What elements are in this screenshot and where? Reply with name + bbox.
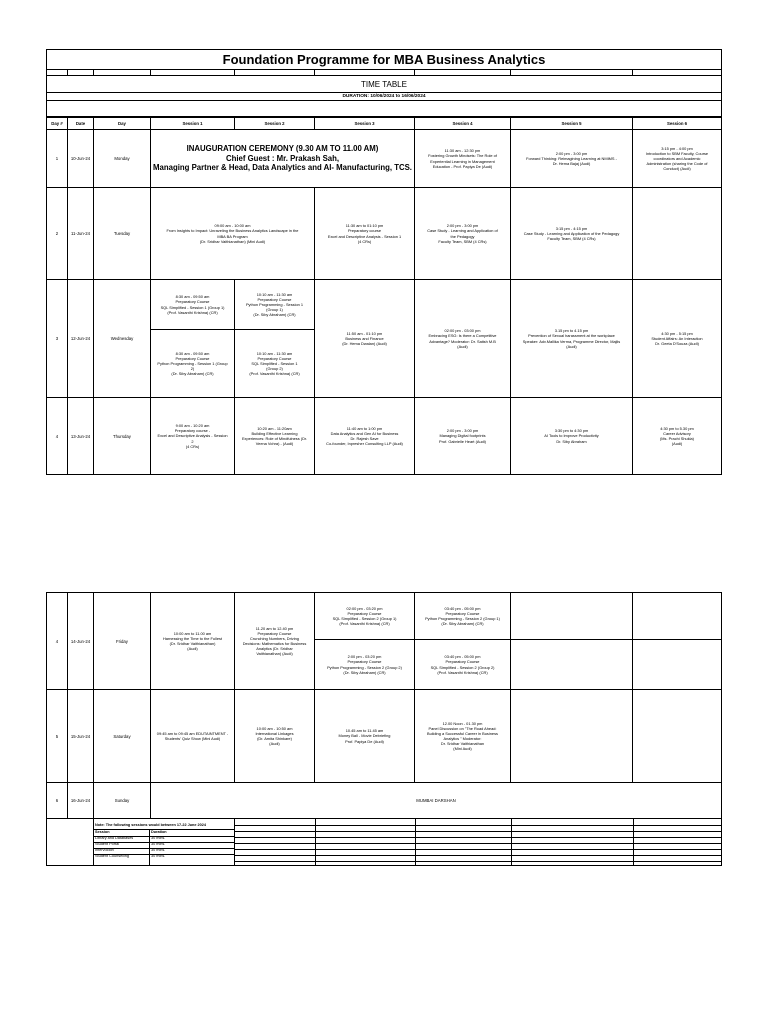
session-cell: 10:10 am - 11:30 am Preparatory Course SQL Simplified - Session 1 (Group 2) (Prof. Vasanthi Krishna) (CR): [234, 329, 315, 398]
session-cell: 10:20 am - 11:20am Building Effective Learning Experiences: Role of Mindfulness (Dr. Veena Vohra) - (Audi): [234, 397, 315, 475]
row-day: Sunday: [93, 782, 151, 819]
session-cell: 9:00 am - 10:20 am Preparatory course - Excel and Descriptive Analysis - Session 2 (4 CRs): [150, 397, 235, 475]
empty-cell: [510, 592, 633, 640]
timetable-subtitle: TIME TABLE: [46, 77, 722, 93]
session-cell: 2:00 pm - 03:20 pm Preparatory Course Python Programming - Session 2 (Group 2) (Dr. Siby Abraham) (CR): [314, 639, 415, 690]
session-cell: 10:10 am - 11:30 am Preparatory Course Python Programming - Session 1 (Group 1) (Dr. Siby Abraham) (CR): [234, 279, 315, 330]
row-day-num: 6: [46, 782, 68, 819]
row-day: Wednesday: [93, 279, 151, 398]
session-cell: 09:00 am - 10:00 am From Insights to Impact: Unraveling the Business Analytics Landscape in the MBA BA Program (Dr. Sridhar Vaithianathan) (Mini Audi): [150, 187, 315, 280]
session-cell: 2:00 pm - 3:00 pm Forward Thinking: Reimagining Learning at NMIMS - Dr. Hema Bajaj (Audi): [510, 129, 633, 188]
row-day: Saturday: [93, 689, 151, 783]
header-session-6: Session 6: [632, 117, 722, 130]
note-session: Library and Databases: [95, 836, 134, 840]
note-session: Student Counselling: [95, 854, 129, 858]
session-cell: 4:30 pm - 5:15 pm Student Affairs: An Interaction Dr. Geeta D'Souza (Audi): [632, 279, 722, 398]
row-day-num: 3: [46, 279, 68, 398]
header-date: Date: [67, 117, 94, 130]
empty-cell: [510, 689, 633, 783]
note-duration: 30 mins.: [151, 842, 166, 846]
note-title: Note: The following sessions would between 17-22 June 2024: [95, 823, 206, 827]
mumbai-darshan: MUMBAI DARSHAN: [150, 782, 722, 819]
session-cell: 3:30 pm to 4:30 pm AI Tools to Improve Productivity Dr. Siby Abraham: [510, 397, 633, 475]
row-date: 11-Jun-24: [67, 187, 94, 280]
row-day-num: 2: [46, 187, 68, 280]
row-day: Friday: [93, 592, 151, 690]
header-session-3: Session 3: [314, 117, 415, 130]
spacer-grid-row: [46, 70, 722, 76]
session-cell: 02:00 pm - 03:00 pm Embracing ESG: Is there a Competitive Advantage? Moderator: Dr. Satish M.B (Audi): [414, 279, 511, 398]
note-duration: 30 mins.: [151, 854, 166, 858]
session-cell: 10:00 am - 10:50 am International Linkages (Dr. Amita Shinkare) (Audi): [234, 689, 315, 783]
session-cell: 02:00 pm - 03:20 pm Preparatory Course SQL Simplified - Session 2 (Group 1) (Prof. Vasanthi Krishna) (CR): [314, 592, 415, 640]
row-date: 14-Jun-24: [67, 592, 94, 690]
note-session: Student Portal: [95, 842, 120, 846]
session-cell: 11:50 am - 01:10 pm Business and Finance (Dr. Hema Dwalan) (Audi): [314, 279, 415, 398]
row-day-num: 5: [46, 689, 68, 783]
session-cell: 4:30 pm to 5.30 pm Career Advisory (Ms. Prachi Shukla) (Audi): [632, 397, 722, 475]
session-cell: 11:30 am - 12:30 pm Fostering Growth Mindsets: The Role of Experiential Learning in Management Education - Prof. Papiya De (Audi): [414, 129, 511, 188]
row-day-num: 4: [46, 592, 68, 690]
note-head-session: Session: [95, 830, 110, 834]
note-duration: 30 mins.: [151, 836, 166, 840]
session-cell: 8:30 am - 09:50 am Preparatory Course Python Programming - Session 1 (Group 2) (Dr. Siby Abraham) (CR): [150, 329, 235, 398]
session-cell: 03:40 pm - 05:00 pm Preparatory Course SQL Simplified - Session 2 (Group 2) (Prof. Vasanthi Krishna) (CR): [414, 639, 511, 690]
header-day-num: Day #: [46, 117, 68, 130]
session-cell: 3.15 pm to 4.15 pm Prevention of Sexual harassment at the workplace Speaker: Adv.Mallika Verma, Programme Director, Majlis (Audi): [510, 279, 633, 398]
session-cell: 10.45 am to 11.45 am Money Ball - Movie Debriefing Prof. Papiya De (Audi): [314, 689, 415, 783]
row-day: Tuesday: [93, 187, 151, 280]
session-cell: 09:45 am to 09:45 am EDUTAINTMENT - Students' Quiz Show (Mini Audi): [150, 689, 235, 783]
note-spacer: [46, 818, 94, 866]
row-date: 13-Jun-24: [67, 397, 94, 475]
page-title: Foundation Programme for MBA Business Analytics: [46, 49, 722, 70]
empty-cell: [510, 639, 633, 690]
session-cell: 11:40 am to 1:00 pm Data Analytics and Gen AI for Business Dr. Rajesh Save Co-founder, Inpresher Consulting LLP (Audi): [314, 397, 415, 475]
blank-row: [46, 101, 722, 117]
row-day: Thursday: [93, 397, 151, 475]
session-cell: 11.20 am to 12.40 pm Preparatory Course Crunching Numbers, Driving Decisions: Mathematics for Business Analytics (Dr. Sridhar Vaithianathan) (Audi): [234, 592, 315, 690]
row-day: Monday: [93, 129, 151, 188]
session-cell: 8:30 am - 09:50 am Preparatory Course SQL Simplified - Session 1 (Group 1) (Prof. Vasanthi Krishna) (CR): [150, 279, 235, 330]
inauguration-ceremony: INAUGURATION CEREMONY (9.30 AM TO 11.00 AM) Chief Guest : Mr. Prakash Sah, Managing Partner & Head, Data Analytics and AI- Manufacturing, TCS.: [150, 129, 415, 188]
row-date: 12-Jun-24: [67, 279, 94, 398]
row-date: 15-Jun-24: [67, 689, 94, 783]
session-cell: 03:40 pm - 05:00 pm Preparatory Course Python Programming - Session 2 (Group 1) (Dr. Siby Abraham) (CR): [414, 592, 511, 640]
note-session: Intervoldon: [95, 848, 114, 852]
note-head-duration: Duration: [151, 830, 167, 834]
row-date: 10-Jun-24: [67, 129, 94, 188]
session-cell: 3:15 pm - 4:00 pm Introduction to SBM Faculty, Course coordinators and Academic Administration (sharing the Code of Conduct) (Audi): [632, 129, 722, 188]
session-cell: 2:00 pm - 3:00 pm Managing Digital footprints Prof. Gabrielle Heart (Audi): [414, 397, 511, 475]
empty-cell: [632, 639, 722, 690]
header-day: Day: [93, 117, 151, 130]
note-duration: 30 mins.: [151, 848, 166, 852]
note-grid: [234, 818, 722, 866]
session-cell: 12.00 Noon - 01.30 pm Panel Discussion on "The Road Ahead: Building a Successful Career in Business Analytics " Moderator: Dr. Sridhar Vaithianathan (Mini Audi): [414, 689, 511, 783]
header-session-5: Session 5: [510, 117, 633, 130]
session-cell: 10:00 am to 11.00 am Harnessing the Time to the Fullest (Dr. Sridhar Vaithianathan) (Audi): [150, 592, 235, 690]
row-day-num: 4: [46, 397, 68, 475]
session-cell: 3:15 pm - 4:15 pm Case Study - Learning and Application of the Pedagogy Faculty Team, SBM (4 CRs): [510, 187, 633, 280]
header-session-2: Session 2: [234, 117, 315, 130]
empty-cell: [632, 689, 722, 783]
session-cell: 2:00 pm - 3:00 pm Case Study - Learning and Application of the Pedagogy Faculty Team, SBM (4 CRs): [414, 187, 511, 280]
empty-cell: [632, 592, 722, 640]
session-cell: [632, 187, 722, 280]
row-date: 16-Jun-24: [67, 782, 94, 819]
row-day-num: 1: [46, 129, 68, 188]
header-session-4: Session 4: [414, 117, 511, 130]
timetable-duration: DURATION: 10/06/2024 to 16/06/2024: [46, 93, 722, 101]
session-cell: 11:30 am to 01:10 pm Preparatory course Excel and Descriptive Analysis - Session 1 (4 CRs): [314, 187, 415, 280]
header-session-1: Session 1: [150, 117, 235, 130]
